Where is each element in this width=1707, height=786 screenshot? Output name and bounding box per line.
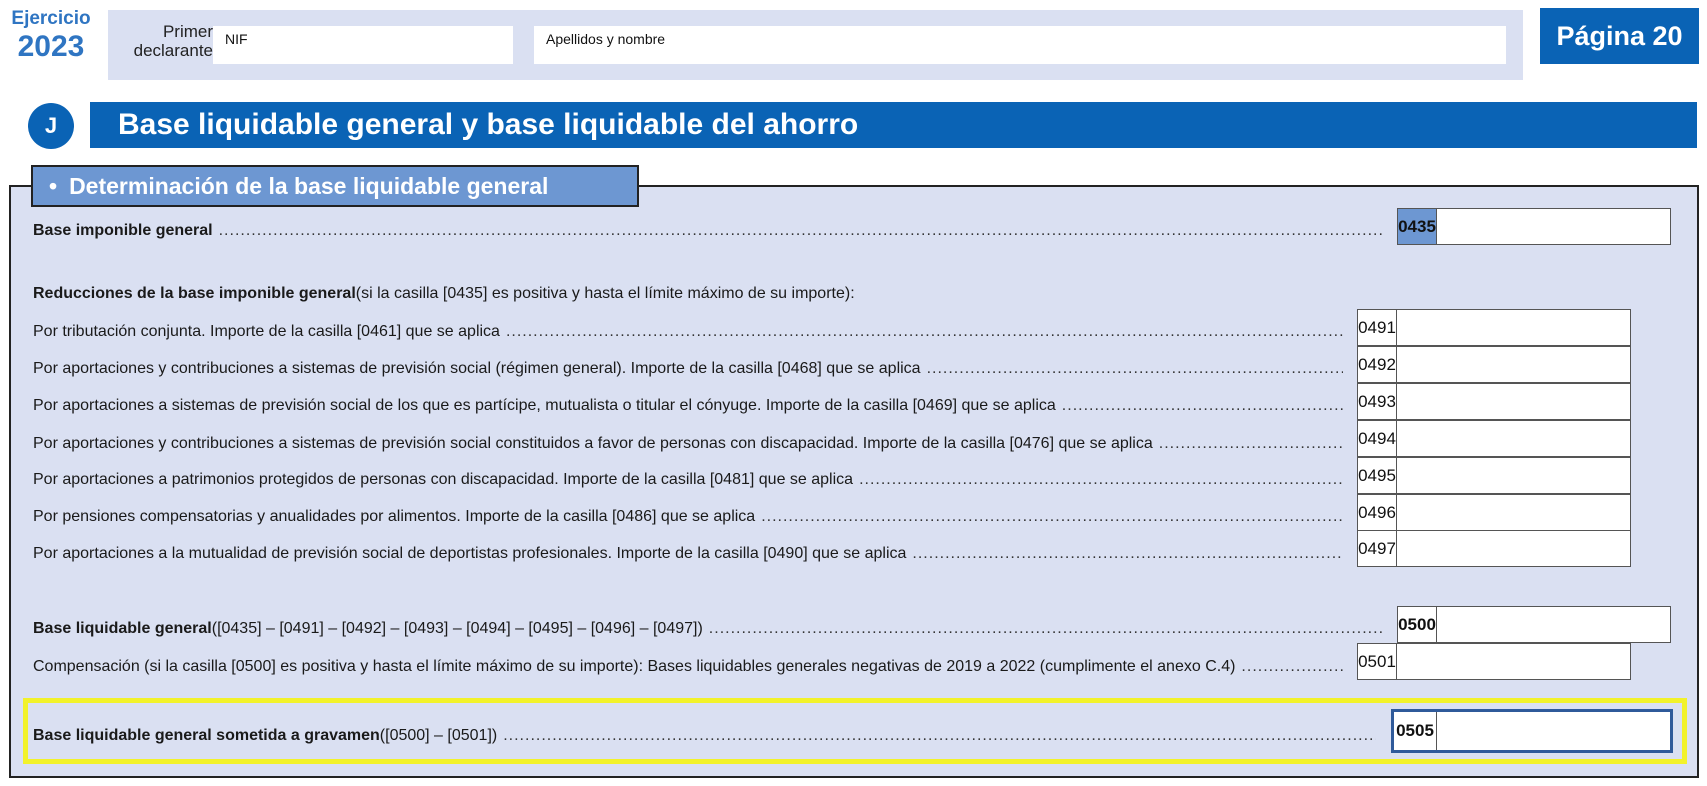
field-0505[interactable]	[1391, 709, 1673, 753]
row-label-bold: Base liquidable general	[33, 620, 212, 637]
declarante-label: Primer declarante	[133, 22, 213, 60]
section-title: Base liquidable general y base liquidable del ahorro	[90, 102, 1697, 148]
code-0500: 0500	[1398, 607, 1437, 642]
row-label: Por tributación conjunta. Importe de la casilla [0461] que se aplica	[33, 323, 500, 340]
reducciones-rest: (si la casilla [0435] es positiva y hasta el límite máximo de su importe):	[355, 285, 855, 302]
field-0497[interactable]	[1357, 530, 1631, 567]
leader-dots	[219, 222, 1382, 240]
field-0496[interactable]	[1357, 494, 1631, 531]
leader-dots	[709, 620, 1382, 638]
field-0501[interactable]	[1357, 643, 1631, 680]
ejercicio-block	[8, 8, 94, 64]
code-0491: 0491	[1358, 310, 1397, 345]
row-label: Por pensiones compensatorias y anualidades por alimentos. Importe de la casilla [0486] que se aplica	[33, 508, 756, 525]
row-label: Compensación (si la casilla [0500] es positiva y hasta el límite máximo de su importe): Bases liquidables generales negativas de 2019 a 2022 (cumplimente el anexo C.4)	[33, 658, 1236, 675]
row-base-imponible	[33, 222, 1382, 240]
leader-dots	[859, 471, 1343, 489]
field-0492[interactable]	[1357, 346, 1631, 383]
code-0492: 0492	[1358, 347, 1397, 382]
field-0495[interactable]	[1357, 457, 1631, 494]
field-0435[interactable]	[1397, 208, 1671, 245]
row-0493	[33, 397, 1343, 415]
row-0500	[33, 620, 1382, 638]
row-0501	[33, 658, 1343, 676]
code-0497: 0497	[1358, 531, 1397, 566]
section-letter-badge: J	[28, 103, 74, 149]
row-label-rest: ([0435] – [0491] – [0492] – [0493] – [0494] – [0495] – [0496] – [0497])	[211, 620, 703, 637]
row-label: Por aportaciones y contribuciones a sistemas de previsión social constituidos a favor de personas con discapacidad. Importe de la casilla [0476] que se aplica	[33, 435, 1153, 452]
leader-dots	[761, 508, 1343, 526]
field-0493[interactable]	[1357, 383, 1631, 420]
row-label: Por aportaciones a patrimonios protegidos de personas con discapacidad. Importe de la casilla [0481] que se aplica	[33, 471, 854, 488]
name-label: Apellidos y nombre	[546, 31, 666, 47]
reducciones-bold: Reducciones de la base imponible general	[33, 285, 356, 302]
row-0495	[33, 471, 1343, 489]
row-label-bold: Base liquidable general sometida a gravamen	[33, 727, 380, 744]
code-0505: 0505	[1394, 712, 1437, 750]
row-0497	[33, 545, 1343, 563]
page-number-badge: Página 20	[1540, 8, 1699, 64]
nif-field[interactable]	[213, 26, 513, 64]
nif-label: NIF	[225, 31, 248, 47]
leader-dots	[1159, 435, 1343, 453]
name-field[interactable]	[534, 26, 1506, 64]
row-label: Por aportaciones a sistemas de previsión social de los que es partícipe, mutualista o titular el cónyuge. Importe de la casilla [0469] que se aplica	[33, 397, 1056, 414]
bullet-icon: •	[49, 172, 58, 199]
row-0491	[33, 323, 1343, 341]
subsection-title: Determinación de la base liquidable general	[69, 172, 549, 199]
field-0494[interactable]	[1357, 420, 1631, 457]
code-0494: 0494	[1358, 421, 1397, 456]
code-0435: 0435	[1398, 209, 1437, 244]
row-label-rest: ([0500] – [0501])	[379, 727, 498, 744]
field-0491[interactable]	[1357, 309, 1631, 346]
row-0492	[33, 360, 1343, 378]
ejercicio-label: Ejercicio	[11, 8, 91, 29]
row-label: Por aportaciones a la mutualidad de previsión social de deportistas profesionales. Importe de la casilla [0490] que se aplica	[33, 545, 907, 562]
row-0496	[33, 508, 1343, 526]
reducciones-heading	[33, 285, 855, 303]
row-0494	[33, 435, 1343, 453]
row-0505	[33, 727, 1376, 745]
code-0493: 0493	[1358, 384, 1397, 419]
leader-dots	[503, 727, 1376, 745]
code-0495: 0495	[1358, 458, 1397, 493]
code-0496: 0496	[1358, 495, 1397, 530]
row-label: Por aportaciones y contribuciones a sistemas de previsión social (régimen general). Importe de la casilla [0468] que se aplica	[33, 360, 921, 377]
field-0500[interactable]	[1397, 606, 1671, 643]
leader-dots	[912, 545, 1343, 563]
row-label: Base imponible general	[33, 222, 213, 239]
code-0501: 0501	[1358, 644, 1397, 679]
leader-dots	[1062, 397, 1343, 415]
ejercicio-year: 2023	[17, 30, 85, 63]
declarante-panel	[108, 10, 1523, 80]
leader-dots	[927, 360, 1343, 378]
subsection-tab	[31, 165, 639, 207]
leader-dots	[506, 323, 1343, 341]
leader-dots	[1241, 658, 1343, 676]
